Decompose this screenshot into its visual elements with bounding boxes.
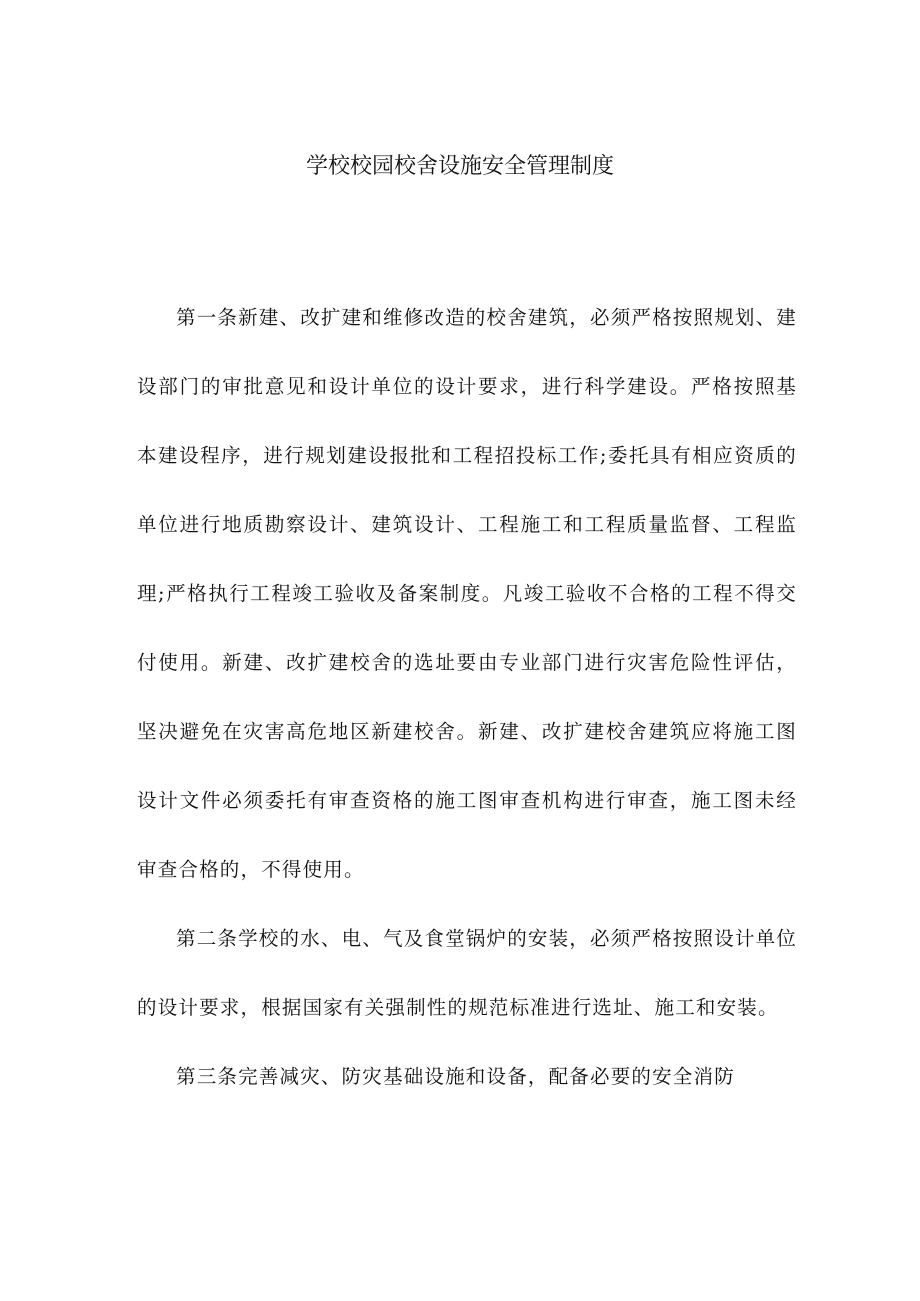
paragraph-article-2: 第二条学校的水、电、气及食堂锅炉的安装，必须严格按照设计单位的设计要求，根据国家有关强制性的规范标准进行选址、施工和安装。 (137, 927, 798, 1019)
document-body (137, 283, 797, 1111)
paragraph-article-1: 第一条新建、改扩建和维修改造的校舍建筑，必须严格按照规划、建设部门的审批意见和设计单位的设计要求，进行科学建设。严格按照基本建设程序，进行规划建设报批和工程招投标工作;委托具有相应资质的单位进行地质勘察设计、建筑设计、工程施工和工程质量监督、工程监理;严格执行工程竣工验收及备案制度。凡竣工验收不合格的工程不得交付使用。新建、改扩建校舍的选址要由专业部门进行灾害危险性评估，坚决避免在灾害高危地区新建校舍。新建、改扩建校舍建筑应将施工图设计文件必须委托有审查资格的施工图审查机构进行审查，施工图未经审查合格的，不得使用。 (137, 306, 798, 881)
paragraph-article-3: 第三条完善减灾、防灾基础设施和设备，配备必要的安全消防 (176, 1065, 735, 1088)
document-title: 学校校园校舍设施安全管理制度 (305, 154, 614, 179)
